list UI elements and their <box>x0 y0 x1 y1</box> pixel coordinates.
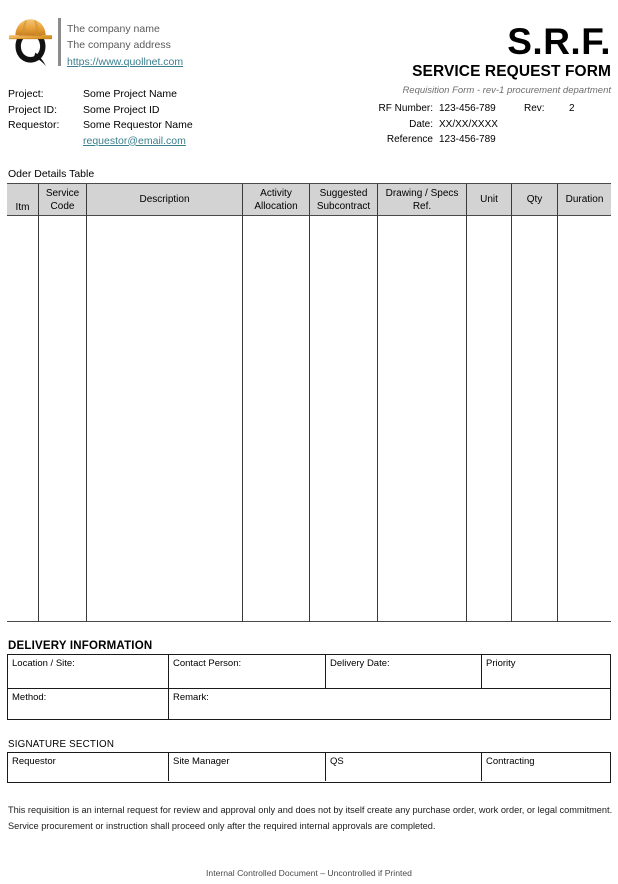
disclaimer-line-2: Service procurement or instruction shall proceed only after the required internal approvals are completed. <box>8 821 436 831</box>
order-table-body[interactable] <box>7 216 611 622</box>
delivery-location-cell[interactable]: Location / Site: <box>12 658 75 669</box>
form-subtitle: Requisition Form - rev-1 procurement department <box>402 85 611 96</box>
col-header-activity-allocation-text: Activity Allocation <box>254 188 298 212</box>
header-divider <box>58 18 61 66</box>
col-header-unit <box>466 184 511 217</box>
company-info-block <box>67 22 183 71</box>
project-id-label: Project ID: <box>8 103 58 116</box>
reference-label: Reference <box>386 134 433 145</box>
signature-site-manager-cell[interactable]: Site Manager <box>168 753 325 781</box>
document-footer: Internal Controlled Document – Uncontrolled if Printed <box>206 868 412 878</box>
signature-contracting-cell[interactable]: Contracting <box>481 753 609 781</box>
order-table-header-row <box>7 183 611 216</box>
form-abbreviation: S.R.F. <box>507 21 611 62</box>
project-field-row <box>8 119 298 135</box>
project-field-row <box>8 104 298 120</box>
company-website-link[interactable]: https://www.quollnet.com <box>67 56 184 68</box>
col-header-duration <box>557 184 611 217</box>
delivery-information-title: DELIVERY INFORMATION <box>8 640 153 652</box>
signature-section-title: SIGNATURE SECTION <box>8 739 115 750</box>
signature-qs-cell[interactable]: QS <box>325 753 481 781</box>
requestor-value: Some Requestor Name <box>83 119 193 131</box>
reference-value: 123-456-789 <box>439 134 496 145</box>
delivery-date-cell[interactable]: Delivery Date: <box>325 655 481 688</box>
requestor-email-link[interactable]: requestor@email.com <box>83 134 186 147</box>
col-header-itm: Itm <box>15 201 30 213</box>
col-header-qty <box>511 184 557 217</box>
delivery-priority-cell[interactable]: Priority <box>481 655 609 688</box>
col-header-qty-text: Qty <box>526 194 543 206</box>
project-value: Some Project Name <box>83 88 177 100</box>
signature-requestor-cell[interactable]: Requestor <box>12 756 56 767</box>
delivery-contact-cell[interactable]: Contact Person: <box>168 655 325 688</box>
form-meta-block <box>311 103 611 150</box>
rev-label: Rev: <box>524 103 545 114</box>
company-name: The company name <box>67 23 160 35</box>
col-header-drawing-specs-ref-text: Drawing / Specs Ref. <box>385 188 459 212</box>
col-header-suggested-subcontract-text: Suggested Subcontract <box>316 188 371 212</box>
form-title: SERVICE REQUEST FORM <box>412 63 611 80</box>
col-header-unit-text: Unit <box>480 194 498 206</box>
col-header-service-code <box>38 184 86 217</box>
column-divider <box>511 216 512 622</box>
column-divider <box>38 216 39 622</box>
date-row <box>311 119 611 135</box>
order-details-table <box>7 183 611 624</box>
col-header-activity-allocation <box>242 184 309 217</box>
rev-value: 2 <box>569 103 575 114</box>
project-id-value: Some Project ID <box>83 103 160 116</box>
col-header-suggested-subcontract <box>309 184 377 217</box>
column-divider <box>309 216 310 622</box>
date-label: Date: <box>409 118 433 130</box>
project-label: Project: <box>8 88 44 100</box>
column-divider <box>86 216 87 622</box>
col-header-duration-text: Duration <box>565 194 604 206</box>
col-header-drawing-specs-ref <box>377 184 466 217</box>
rf-number-label: RF Number: <box>378 103 433 114</box>
requestor-label: Requestor: <box>8 119 60 131</box>
date-value: XX/XX/XXXX <box>439 118 498 130</box>
disclaimer-line-1: This requisition is an internal request for review and approval only and does not by itself create any purchase order, work order, or legal commitment. <box>8 805 613 815</box>
order-table-caption: Oder Details Table <box>8 168 95 180</box>
delivery-remark-cell[interactable]: Remark: <box>168 689 609 719</box>
company-address: The company address <box>67 38 171 51</box>
delivery-information-table <box>7 654 611 720</box>
col-header-description-text: Description <box>139 194 190 206</box>
reference-row <box>311 134 611 150</box>
project-field-row <box>8 135 298 151</box>
column-divider <box>377 216 378 622</box>
hardhat-q-logo-icon <box>8 16 54 68</box>
col-header-description <box>86 184 242 217</box>
column-divider <box>242 216 243 622</box>
rf-number-value: 123-456-789 <box>439 103 496 114</box>
delivery-method-cell[interactable]: Method: <box>12 692 47 703</box>
form-title-block <box>231 22 611 98</box>
rf-number-row <box>311 103 611 119</box>
signature-section-table <box>7 752 611 783</box>
col-header-service-code-text: Service Code <box>45 188 80 212</box>
column-divider <box>557 216 558 622</box>
column-divider <box>466 216 467 622</box>
